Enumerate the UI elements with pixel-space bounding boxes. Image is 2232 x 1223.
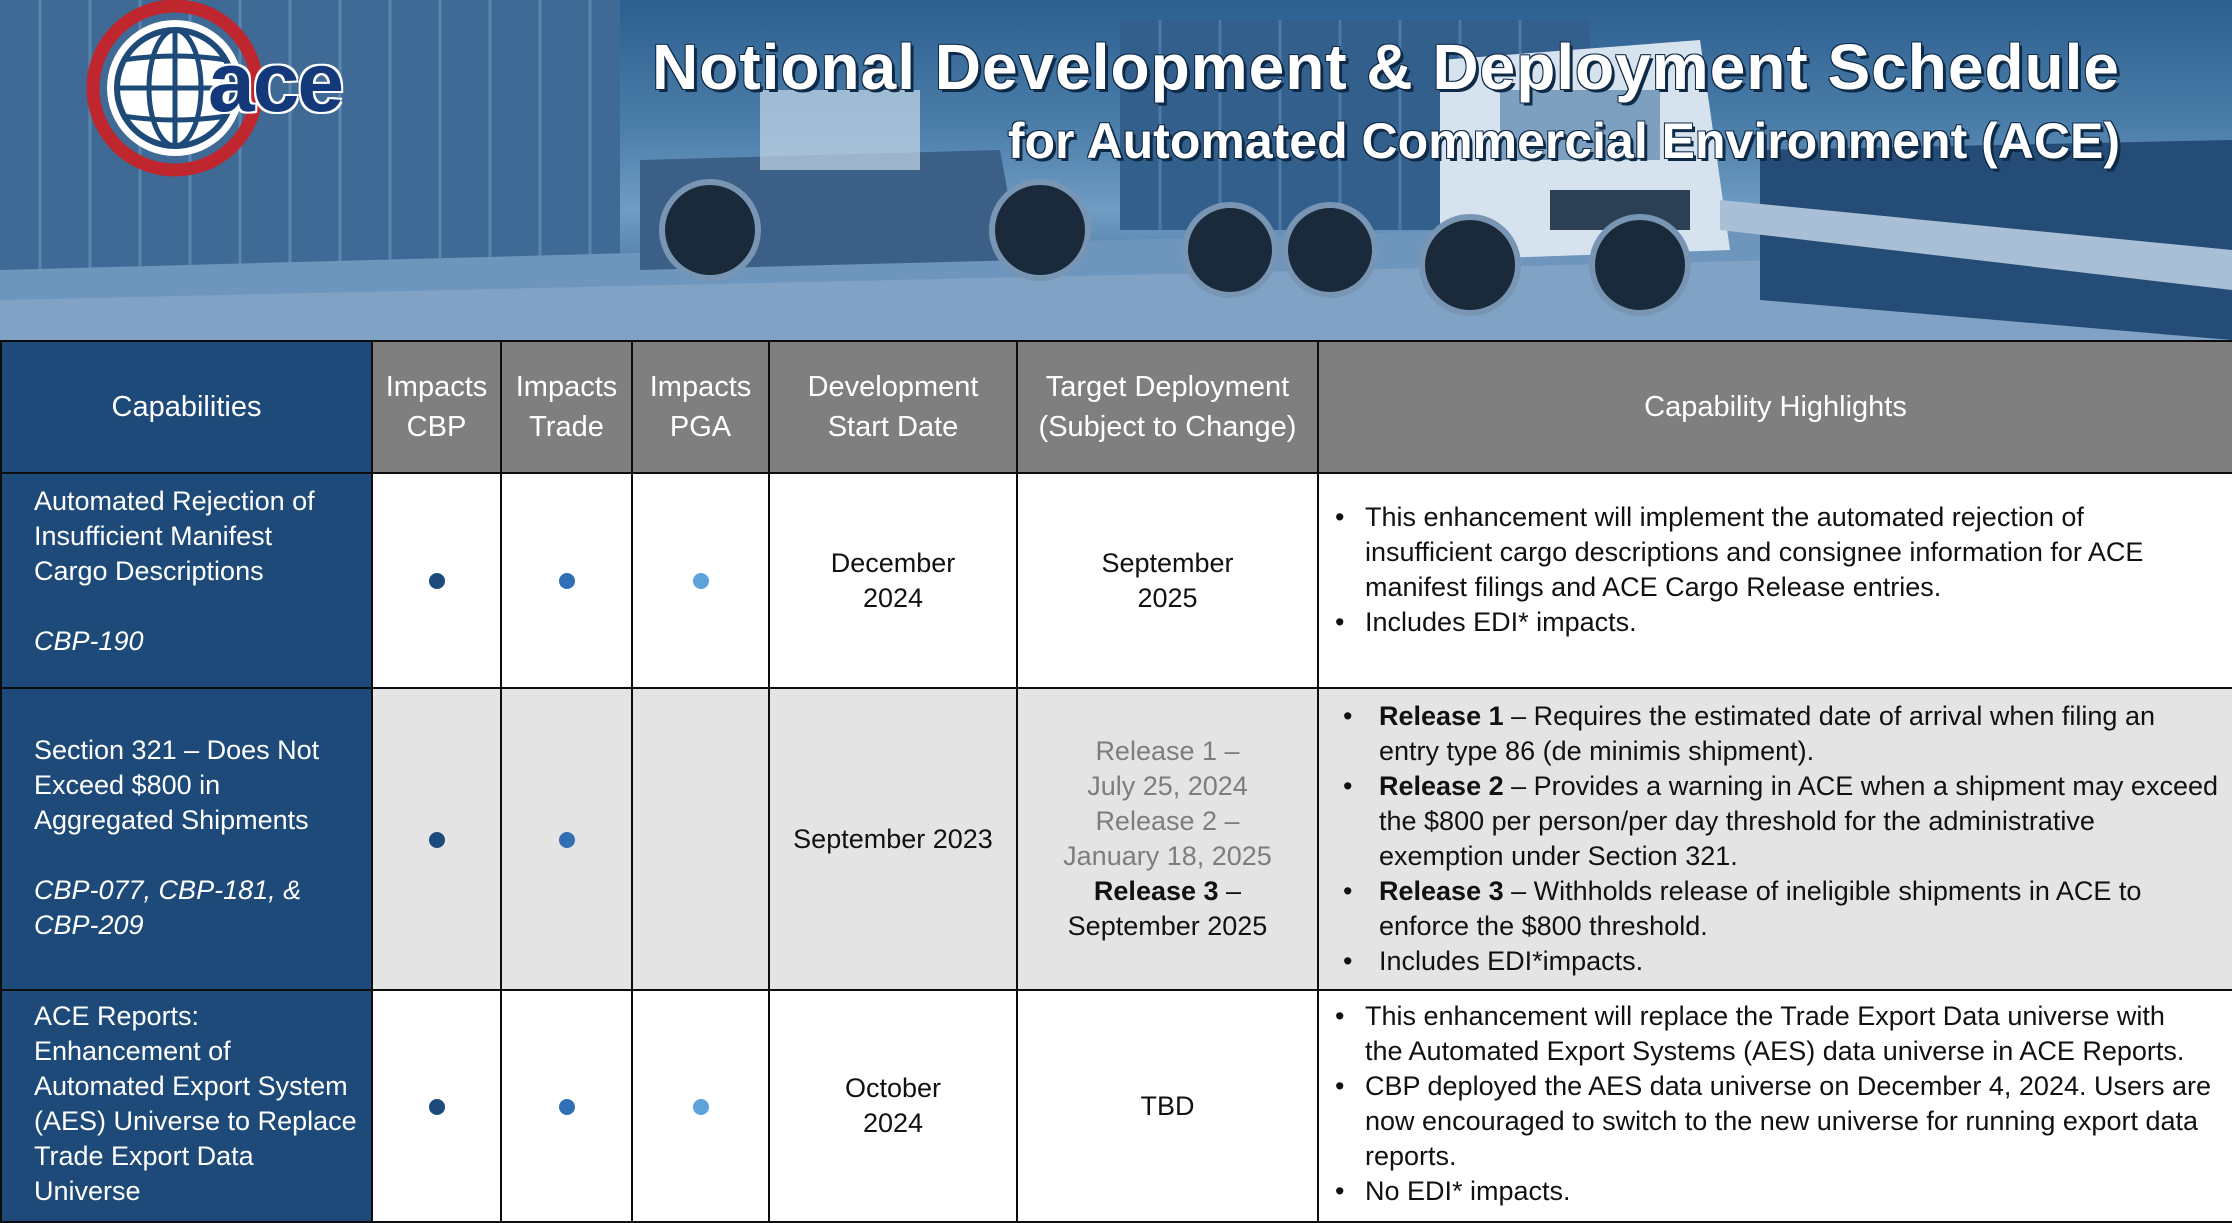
impacts-cbp-cell [372, 473, 501, 688]
impact-dot-icon [693, 1099, 709, 1115]
highlights-cell [1318, 990, 2232, 1222]
list-item: • Release 1 – Requires the estimated date of arrival when filing an entry type 86 (de minimis shipment). [1339, 699, 2224, 769]
col-header-impacts-cbp: Impacts CBP [372, 341, 501, 473]
page-title: Notional Development & Deployment Schedule [652, 31, 2120, 103]
table-row [1, 688, 2232, 990]
impacts-pga-cell [632, 473, 769, 688]
impact-dot-icon [429, 1099, 445, 1115]
highlights-list [1331, 699, 2224, 979]
list-item: • This enhancement will replace the Trade Export Data universe with the Automated Export Systems (AES) data universe in ACE Reports. [1331, 999, 2224, 1069]
capability-code: CBP-077, CBP-181, & CBP-209 [34, 875, 302, 940]
impacts-pga-cell [632, 688, 769, 990]
target-deployment-cell: TBD [1017, 990, 1318, 1222]
impacts-pga-cell [632, 990, 769, 1222]
impact-dot-icon [429, 832, 445, 848]
capability-cell: ACE Reports: Enhancement of Automated Export System (AES) Universe to Replace Trade Export Data Universe [1, 990, 372, 1222]
table-row [1, 473, 2232, 688]
target-deployment-cell: Release 1 – July 25, 2024 Release 2 – January 18, 2025 Release 3 – September 2025 [1017, 688, 1318, 990]
logo-text: ace [208, 35, 343, 129]
impacts-trade-cell [501, 688, 632, 990]
impacts-cbp-cell [372, 688, 501, 990]
impacts-cbp-cell [372, 990, 501, 1222]
table-row [1, 990, 2232, 1222]
target-deployment-cell: September 2025 [1017, 473, 1318, 688]
dev-start-cell: October 2024 [769, 990, 1017, 1222]
dev-start-cell: December 2024 [769, 473, 1017, 688]
highlights-list [1331, 500, 2224, 640]
schedule-table-container [0, 340, 2232, 1206]
capability-code: CBP-190 [34, 626, 144, 656]
list-item: • Release 2 – Provides a warning in ACE when a shipment may exceed the $800 per person/per day threshold for the administrative exemption under Section 321. [1339, 769, 2224, 874]
header-banner [0, 0, 2232, 340]
impact-dot-icon [693, 573, 709, 589]
table-header-row [1, 341, 2232, 473]
col-header-target-deployment: Target Deployment (Subject to Change) [1017, 341, 1318, 473]
col-header-dev-start: Development Start Date [769, 341, 1017, 473]
highlights-cell [1318, 688, 2232, 990]
dev-start-cell: September 2023 [769, 688, 1017, 990]
capability-cell: Automated Rejection of Insufficient Manifest Cargo Descriptions CBP-190 [1, 473, 372, 688]
page-subtitle: for Automated Commercial Environment (ACE) [1007, 113, 2120, 169]
schedule-table [0, 340, 2232, 1223]
impact-dot-icon [559, 1099, 575, 1115]
impacts-trade-cell [501, 990, 632, 1222]
col-header-highlights: Capability Highlights [1318, 341, 2232, 473]
list-item: • No EDI* impacts. [1331, 1174, 2224, 1209]
list-item: • Release 3 – Withholds release of ineligible shipments in ACE to enforce the $800 threshold. [1339, 874, 2224, 944]
impact-dot-icon [559, 573, 575, 589]
capability-cell: Section 321 – Does Not Exceed $800 in Aggregated Shipments CBP-077, CBP-181, & CBP-209 [1, 688, 372, 990]
list-item: • Includes EDI* impacts. [1331, 605, 2224, 640]
col-header-impacts-pga: Impacts PGA [632, 341, 769, 473]
impacts-trade-cell [501, 473, 632, 688]
highlights-list [1331, 999, 2224, 1209]
list-item: • Includes EDI*impacts. [1339, 944, 2224, 979]
list-item: • This enhancement will implement the automated rejection of insufficient cargo descriptions and consignee information for ACE manifest filings and ACE Cargo Release entries. [1331, 500, 2224, 605]
impact-dot-icon [429, 573, 445, 589]
highlights-cell [1318, 473, 2232, 688]
list-item: • CBP deployed the AES data universe on December 4, 2024. Users are now encouraged to switch to the new universe for running export data reports. [1331, 1069, 2224, 1174]
col-header-impacts-trade: Impacts Trade [501, 341, 632, 473]
impact-dot-icon [559, 832, 575, 848]
col-header-capabilities: Capabilities [1, 341, 372, 473]
